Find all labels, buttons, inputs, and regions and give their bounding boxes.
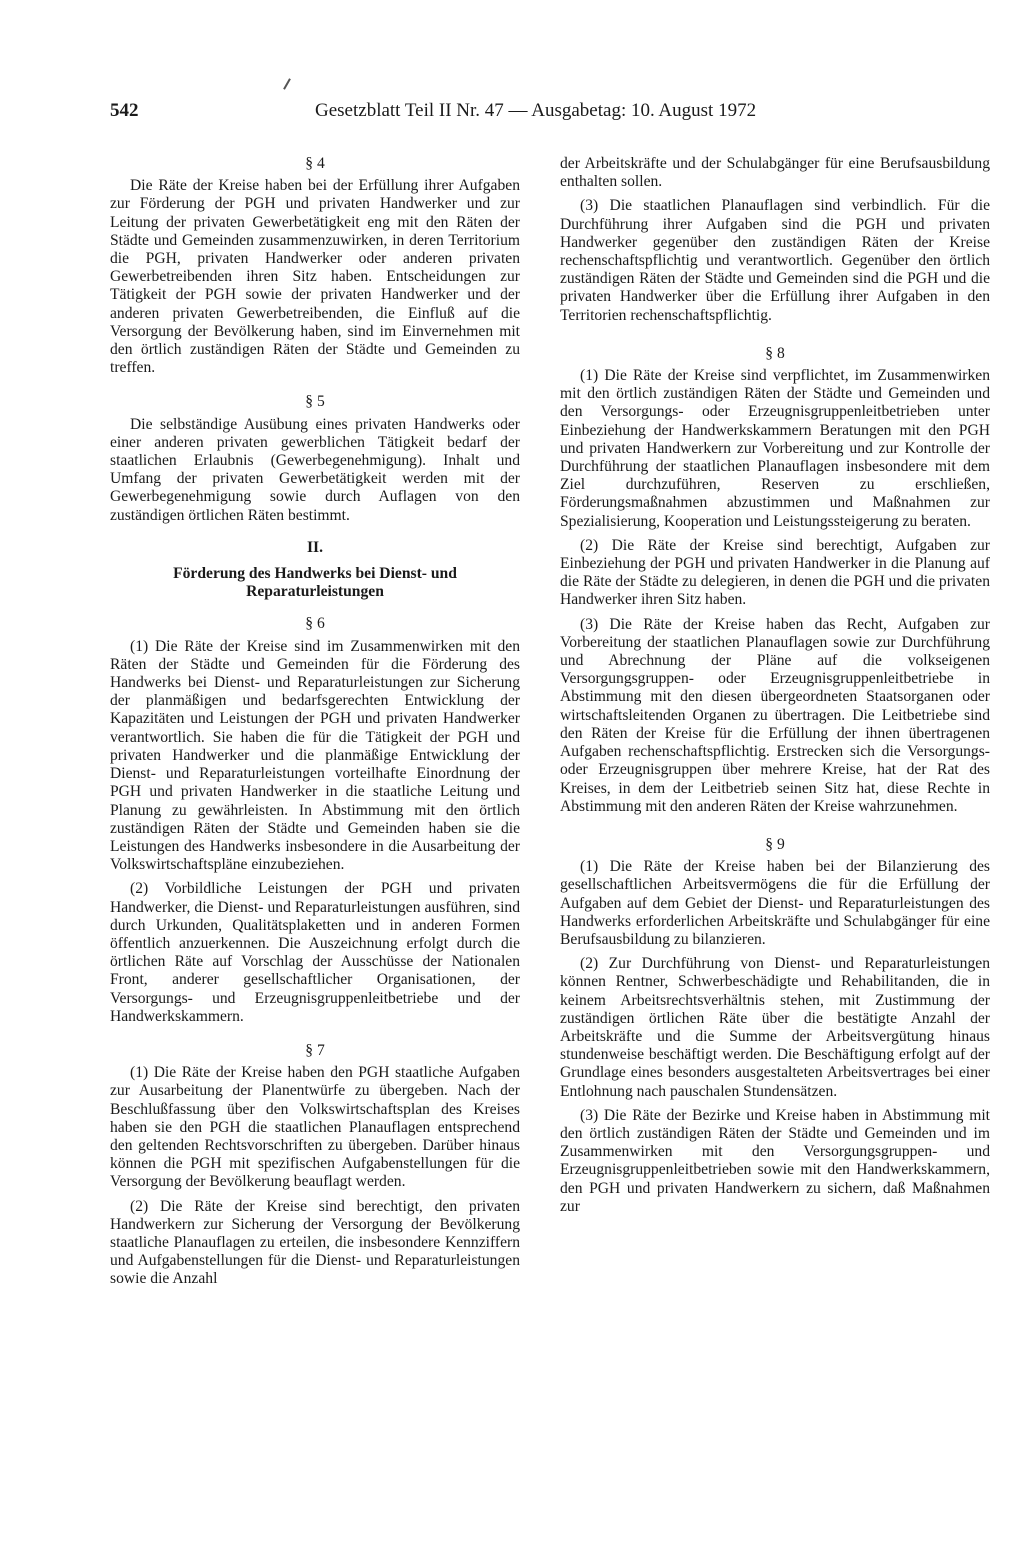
section-8-paragraph-2: (2) Die Räte der Kreise sind berechtigt, Aufgaben zur Einbeziehung der PGH und privaten Handwerker in die Planung auf die Räte der Städte zu delegieren, in denen die PGH und die privaten Handwerker ihren Sitz haben.	[560, 536, 990, 609]
section-9-paragraph-1: (1) Die Räte der Kreise haben bei der Bilanzierung des gesellschaftlichen Arbeitsvermögens die für die Erfüllung der Aufgaben auf dem Gebiet der Dienst- und Reparaturleistungen des Handwerks erforderlichen Arbeitskräfte und Schulabgänger für eine Berufsausbildung zu bilanzieren.	[560, 858, 990, 948]
section-heading-7: § 7	[305, 1041, 325, 1059]
left-column	[110, 155, 520, 1295]
section-6-paragraph-2: (2) Vorbildliche Leistungen der PGH und privaten Handwerker, die Dienst- und Reparaturleistungen ausführen, sind durch Urkunden, Qualitätsplaketten und in anderen Formen öffentlich anzuerkennen. Die Auszeichnung erfolgt durch die örtlichen Räte auf Vorschlag der Ausschüsse der Nationalen Front, anderer gesellschaftlicher Organisationen, der Versorgungs- und Erzeugnisgruppenleitbetriebe und der Handwerkskammern.	[110, 880, 520, 1025]
margin-mark	[283, 78, 291, 89]
section-9-paragraph-3: (3) Die Räte der Bezirke und Kreise haben in Abstimmung mit den örtlich zuständigen Räten der Städte und Gemeinden und im Zusammenwirken mit den Versorgungsgruppen- und Erzeugnisgruppenleitbetrieben sowie mit den Handwerkskammern, den PGH und privaten Handwerkern zu sichern, daß Maßnahmen zur	[560, 1106, 990, 1215]
section-4-text: Die Räte der Kreise haben bei der Erfüllung ihrer Aufgaben zur Förderung der PGH und privaten Handwerker und zur Leitung der privaten Gewerbetätigkeit eng mit den Räten der Städte und Gemeinden zusammenzuwirken, in deren Territorium die PGH, privaten Handwerker oder anderen privaten Gewerbetreibenden ihren Sitz haben. Entscheidungen zur Tätigkeit der PGH sowie der privaten Handwerker und der anderen privaten Gewerbetreibenden, die Einfluß auf die Versorgung der Bevölkerung haben, sind im Einvernehmen mit den örtlich zuständigen Räten der Städte und Gemeinden zu treffen.	[110, 177, 520, 377]
section-heading-8: § 8	[765, 344, 785, 362]
section-7-paragraph-1: (1) Die Räte der Kreise haben den PGH staatliche Aufgaben zur Ausarbeitung der Planentwürfe zu übergeben. Nach der Beschlußfassung über den Volkswirtschaftsplan des Kreises haben sie den PGH die staatlichen Planauflagen entsprechend den geltenden Rechtsvorschriften zu übergeben. Darüber hinaus können die PGH mit spezifischen Aufgabenstellungen für die Versorgung der Bevölkerung beauflagt werden.	[110, 1064, 520, 1191]
section-heading-6: § 6	[305, 615, 325, 633]
section-heading-4: § 4	[305, 155, 325, 172]
right-column	[560, 155, 990, 1222]
part-title: Förderung des Handwerks bei Dienst- und Reparaturleistungen	[173, 565, 457, 601]
section-8-paragraph-3: (3) Die Räte der Kreise haben das Recht, Aufgaben zur Vorbereitung der staatlichen Planauflagen sowie zur Durchführung und Abrechnung der Pläne auf die volkseigenen Versorgungsgruppen- oder Erzeugnisgruppenleitbetriebe in Abstimmung mit den diesen übergeordneten Staatsorganen oder wirtschaftsleitenden Organen zu übertragen. Die Leitbetriebe sind den Räten der Kreise für die Erfüllung der ihnen übertragenen Aufgaben rechenschaftspflichtig. Erstrecken sich die Versorgungs- oder Erzeugnisgruppen über mehrere Kreise, hat der Rat des Kreises, in dem der Leitbetrieb seinen Sitz hat, diese Rechte in Abstimmung mit den anderen Räten der Kreise wahrzunehmen.	[560, 615, 990, 815]
section-8-paragraph-1: (1) Die Räte der Kreise sind verpflichtet, im Zusammenwirken mit den örtlich zuständigen Räten der Städte und Gemeinden und den Versorgungs- oder Erzeugnisgruppenleitbetrieben unter Einbeziehung der Handwerkskammern Beratungen mit den PGH und privaten Handwerkern zur Vorbereitung und zur Kontrolle der Durchführung der staatlichen Planauflagen insbesondere mit dem Ziel durchzuführen, Reserven zu erschließen, Förderungsmaßnahmen abzustimmen und Maßnahmen zur Spezialisierung, Kooperation und Leistungssteigerung zu beraten.	[560, 367, 990, 530]
section-heading-9: § 9	[765, 835, 785, 853]
section-9-paragraph-2: (2) Zur Durchführung von Dienst- und Reparaturleistungen können Rentner, Schwerbeschädigte und Rehabilitanden, die in keinem Arbeitsrechtsverhältnis stehen, mit Zustimmung der zuständigen örtlichen Räte über die bestätigte Anzahl der Arbeitskräfte und die Summe der Arbeitsvergütung hinaus stundenweise beschäftigt werden. Die Beschäftigung erfolgt auf der Grundlage eines besonders ausgestalteten Arbeitsvertrages bei einer Entlohnung nach pauschalen Stundensätzen.	[560, 955, 990, 1100]
section-7-paragraph-3: (3) Die staatlichen Planauflagen sind verbindlich. Für die Durchführung ihrer Aufgaben sind die PGH und privaten Handwerker gegenüber den zuständigen Räten der Kreise rechenschaftspflichtig und verantwortlich. Gegenüber den örtlich zuständigen Räten der Städte und Gemeinden sind die PGH und die privaten Handwerker über die Erfüllung ihrer Aufgaben in den Territorien rechenschaftspflichtig.	[560, 197, 990, 324]
section-7-paragraph-2-continued: der Arbeitskräfte und der Schulabgänger für eine Berufsausbildung enthalten sollen.	[560, 155, 990, 191]
section-7-paragraph-2: (2) Die Räte der Kreise sind berechtigt, den privaten Handwerkern zur Sicherung der Versorgung der Bevölkerung staatliche Planauflagen zu erteilen, die insbesondere Kennziffern und Aufgabenstellungen für die Dienst- und Reparaturleistungen sowie die Anzahl	[110, 1197, 520, 1288]
part-number: II.	[306, 538, 324, 556]
page-header	[110, 100, 800, 130]
section-6-paragraph-1: (1) Die Räte der Kreise sind im Zusammenwirken mit den Räten der Städte und Gemeinden für die Förderung des Handwerks bei Dienst- und Reparaturleistungen zur Sicherung der planmäßigen und bedarfsgerechten Entwicklung der Kapazitäten und Leistungen der PGH und privaten Handwerker verantwortlich. Sie haben die für die Tätigkeit der PGH und privaten Handwerker und die planmäßige Entwicklung der Dienst- und Reparaturleistungen vorteilhafte Einordnung der PGH und privaten Handwerker in die staatliche Leitung und Planung zu gewährleisten. In Abstimmung mit den örtlich zuständigen Räten der Städte und Gemeinden haben sie die Leistungen des Handwerks insbesondere in die Ausarbeitung der Volkswirtschaftspläne einzubeziehen.	[110, 637, 520, 874]
section-5-text: Die selbständige Ausübung eines privaten Handwerks oder einer anderen privaten gewerblichen Tätigkeit bedarf der staatlichen Erlaubnis (Gewerbegenehmigung). Inhalt und Umfang der privaten Gewerbetätigkeit werden mit der Gewerbegenehmigung sowie durch Auflagen von den zuständigen örtlichen Räten bestimmt.	[110, 415, 520, 524]
header-title: Gesetzblatt Teil II Nr. 47 — Ausgabetag: 10. August 1972	[315, 100, 757, 121]
page-number: 542	[110, 100, 139, 121]
section-heading-5: § 5	[305, 393, 325, 411]
